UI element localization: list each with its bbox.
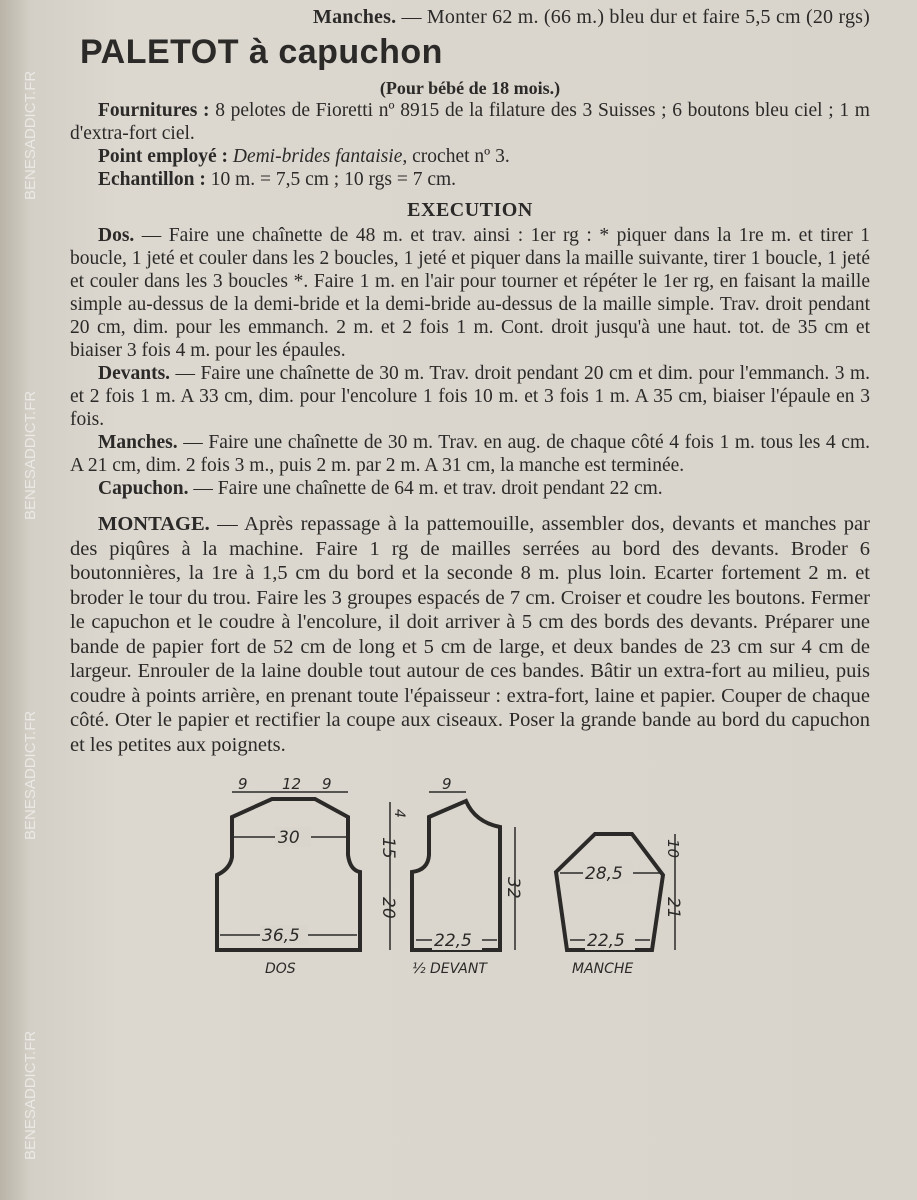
text: — Monter 62 m. (66 m.) bleu dur et faire 5,5 cm (20 rgs) — [396, 6, 870, 28]
echantillon — [70, 168, 870, 191]
text: — Faire une chaînette de 30 m. Trav. droit pendant 20 cm et dim. pour l'emmanch. 3 m. et 2 fois 1 m. A 33 cm, dim. pour l'encolure 1 fois 10 m. et 3 fois 1 m. A 35 cm, biaiser l'épaule en 3 fois. — [70, 363, 870, 430]
watermark: BENESADDICT.FR — [22, 710, 39, 840]
manche-bottom-dim: 22,5 — [587, 931, 625, 951]
label: Manches. — [98, 432, 178, 453]
section-montage — [70, 512, 870, 757]
text: — Faire une chaînette de 30 m. Trav. en aug. de chaque côté 4 fois 1 m. tous les 4 cm. A 21 cm, dim. 2 fois 3 m., puis 2 m. par 2 m. A 31 cm, la manche est terminée. — [70, 432, 870, 476]
text: 10 m. = 7,5 cm ; 10 rgs = 7 cm. — [205, 169, 457, 190]
watermark: BENESADDICT.FR — [22, 70, 39, 200]
section-devants — [70, 362, 870, 431]
text: — Faire une chaînette de 64 m. et trav. droit pendant 22 cm. — [188, 478, 663, 499]
devant-neck-drop-dim: 4 — [391, 809, 407, 818]
text: — Après repassage à la pattemouille, assembler dos, devants et manches par des piqûres à la machine. Faire 1 rg de mailles serrées au bord des devants. Broder 6 boutonnières, la 1re à 1,5 cm du bord et la seconde 8 m. plus loin. Ecarter fortement 2 m. et broder le tour du trou. Faire les 3 groupes espacés de 7 cm. Croiser et coudre les boutons. Fermer le capuchon et le coudre à l'encolure, il doit arriver à 5 cm des bords des devants. Préparer une bande de papier fort de 52 cm de long et 5 cm de large, et deux bandes de 23 cm sur 4 cm de largeur. Enrouler de la laine double tout autour de ces bandes. Bâtir un extra-fort au milieu, puis coudre à points arrière, en prenant toute l'épaisseur : extra-fort, laine et papier. Couper de chaque côté. Oter le papier et rectifier la coupe aux ciseaux. Poser la grande bande au bord du capuchon et les petites aux poignets. — [70, 513, 870, 756]
pattern-title: PALETOT à capuchon — [80, 33, 443, 71]
label: Fournitures : — [98, 100, 210, 121]
devant-side-dim: 20 — [378, 897, 398, 919]
watermark: BENESADDICT.FR — [22, 390, 39, 520]
point-employe — [70, 145, 870, 168]
manche-length-dim: 21 — [663, 897, 683, 919]
manche-caption: MANCHE — [572, 961, 634, 977]
stitch: Demi-brides fantaisie, — [227, 146, 408, 167]
text: crochet nº 3. — [407, 146, 510, 167]
previous-pattern-line — [70, 6, 870, 29]
section-dos — [70, 224, 870, 362]
dos-caption: DOS — [265, 961, 296, 977]
execution-heading: EXECUTION — [407, 199, 533, 221]
pattern-subtitle: (Pour bébé de 18 mois.) — [379, 78, 561, 98]
dos-shoulder-left-dim: 9 — [238, 775, 248, 793]
label: Dos. — [98, 225, 135, 246]
label: Manches. — [313, 6, 397, 28]
dos-neck-dim: 12 — [282, 775, 302, 793]
label: Echantillon : — [98, 169, 206, 190]
section-capuchon — [70, 477, 870, 500]
text: 8 pelotes de Fioretti nº 8915 de la filature des 3 Suisses ; 6 boutons bleu ciel ; 1 m d'extra-fort ciel. — [70, 100, 870, 144]
dos-chest-dim: 30 — [278, 828, 300, 848]
section-manches — [70, 431, 870, 477]
devant-height-dim: 32 — [503, 877, 523, 899]
devant-shoulder-dim: 9 — [442, 775, 452, 793]
fournitures — [70, 99, 870, 145]
label: Point employé : — [98, 146, 228, 167]
devant-bottom-dim: 22,5 — [434, 931, 472, 951]
label: Capuchon. — [98, 478, 189, 499]
watermark: BENESADDICT.FR — [22, 1030, 39, 1160]
devant-armhole-dim: 15 — [378, 837, 398, 859]
pattern-diagram — [200, 767, 700, 982]
dos-bottom-dim: 36,5 — [262, 926, 300, 946]
manche-cap-dim: 10 — [664, 839, 682, 859]
label: MONTAGE. — [98, 513, 210, 535]
text: — Faire une chaînette de 48 m. et trav. ainsi : 1er rg : * piquer dans la 1re m. et tirer 1 boucle, 1 jeté et couler dans les 2 boucles, 1 jeté et piquer dans la maille suivante, tirer 1 boucle, 1 jeté et couler dans les 3 boucles *. Faire 1 m. en l'air pour tourner et répéter le 1er rg, en faisant la maille simple au-dessus de la demi-bride et la demi-bride au-dessus de la maille simple. Trav. droit pendant 20 cm, dim. pour les emmanch. 2 m. et 2 fois 1 m. Cont. droit jusqu'à une haut. tot. de 35 cm et biaiser 3 fois 4 m. pour les épaules. — [70, 225, 870, 361]
label: Devants. — [98, 363, 171, 384]
manche-top-dim: 28,5 — [585, 864, 623, 884]
document-page — [70, 0, 870, 982]
dos-shoulder-right-dim: 9 — [322, 775, 332, 793]
devant-caption: ½ DEVANT — [412, 961, 487, 977]
devant-piece — [412, 801, 500, 950]
